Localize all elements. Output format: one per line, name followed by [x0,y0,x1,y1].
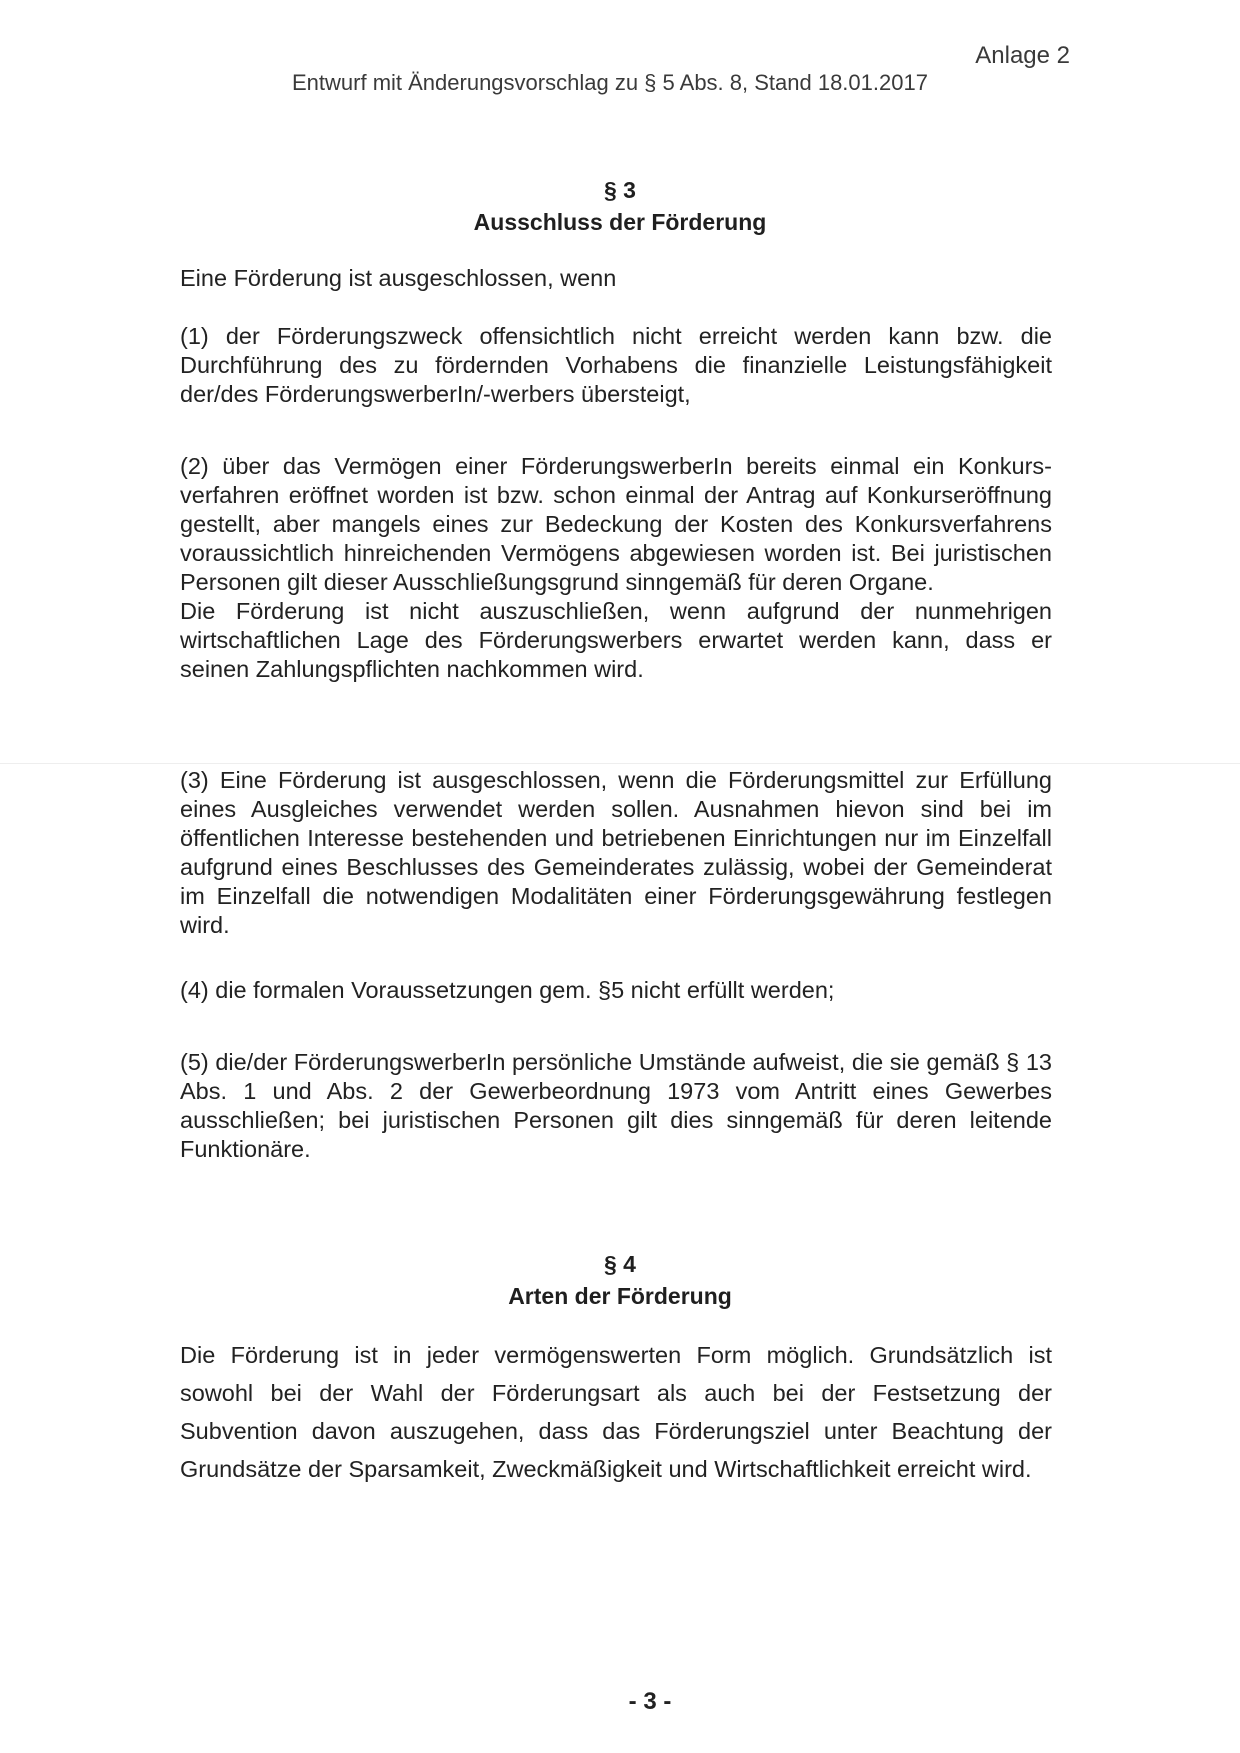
section-3-heading [180,174,1060,238]
section-3-paragraph-4: (4) die formalen Voraussetzungen gem. §5 nicht erfüllt werden; [180,977,835,1003]
attachment-label: Anlage 2 [975,42,1070,69]
section-3-paragraph-2 [180,452,1052,684]
section-3-paragraph-2-exception: Die Förderung ist nicht auszuschließen, wenn aufgrund der nunmehrigen wirtschaftlichen Lage des Förderungswerbers erwartet werden kann, dass er seinen Zahlungspflichten nachkommen wird. [180,598,1052,682]
section-3-paragraph-1: (1) der Förderungszweck offensichtlich nicht erreicht werden kann bzw. die Durchführung des zu fördernden Vorhabens die finanzielle Leistungsfähigkeit der/des FörderungswerberIn/-werbers übersteigt, [180,323,1052,407]
section-3-paragraph-5: (5) die/der FörderungswerberIn persönliche Umstände aufweist, die sie gemäß § 13 Abs. 1 und Abs. 2 der Gewerbeordnung 1973 vom Antritt eines Gewerbes ausschließen; bei juristischen Personen gilt dies sinngemäß für deren leitende Funktionäre. [180,1049,1052,1162]
page-number: - 3 - [628,1688,672,1715]
section-3-intro: Eine Förderung ist ausgeschlossen, wenn [180,265,617,291]
scan-artifact-line [0,763,1240,764]
section-4-paragraph: Die Förderung ist in jeder vermögenswerten Form möglich. Grundsätzlich ist sowohl bei der Wahl der Förderungsart als auch bei der Festsetzung der Subvention davon auszugehen, dass das Förderungsziel unter Beachtung der Grundsätze der Sparsamkeit, Zweckmäßigkeit und Wirtschaftlichkeit erreicht wird. [180,1342,1052,1482]
section-3-paragraph-2-main: (2) über das Vermögen einer FörderungswerberIn bereits einmal ein Konkurs-verfahren eröffnet worden ist bzw. schon einmal der Antrag auf Konkurseröffnung gestellt, aber mangels eines zur Bedeckung der Kosten des Konkursverfahrens voraussichtlich hinreichenden Vermögens abgewiesen worden ist. Bei juristischen Personen gilt dieser Ausschließungsgrund sinngemäß für deren Organe. [180,453,1052,595]
section-4-title: Arten der Förderung [508,1283,732,1309]
section-3-number: § 3 [604,177,636,203]
section-3-paragraph-3: (3) Eine Förderung ist ausgeschlossen, wenn die Förderungsmittel zur Erfüllung eines Ausgleiches verwendet werden sollen. Ausnahmen hievon sind bei im öffentlichen Interesse bestehenden und betriebenen Einrichtungen nur im Einzelfall aufgrund eines Beschlusses des Gemeinderates zulässig, wobei der Gemeinderat im Einzelfall die notwendigen Modalitäten einer Förderungsgewährung festlegen wird. [180,767,1052,938]
section-4-number: § 4 [604,1251,636,1277]
draft-note: Entwurf mit Änderungsvorschlag zu § 5 Abs. 8, Stand 18.01.2017 [292,70,928,95]
section-3-title: Ausschluss der Förderung [473,209,767,235]
section-4-heading [180,1248,1060,1312]
